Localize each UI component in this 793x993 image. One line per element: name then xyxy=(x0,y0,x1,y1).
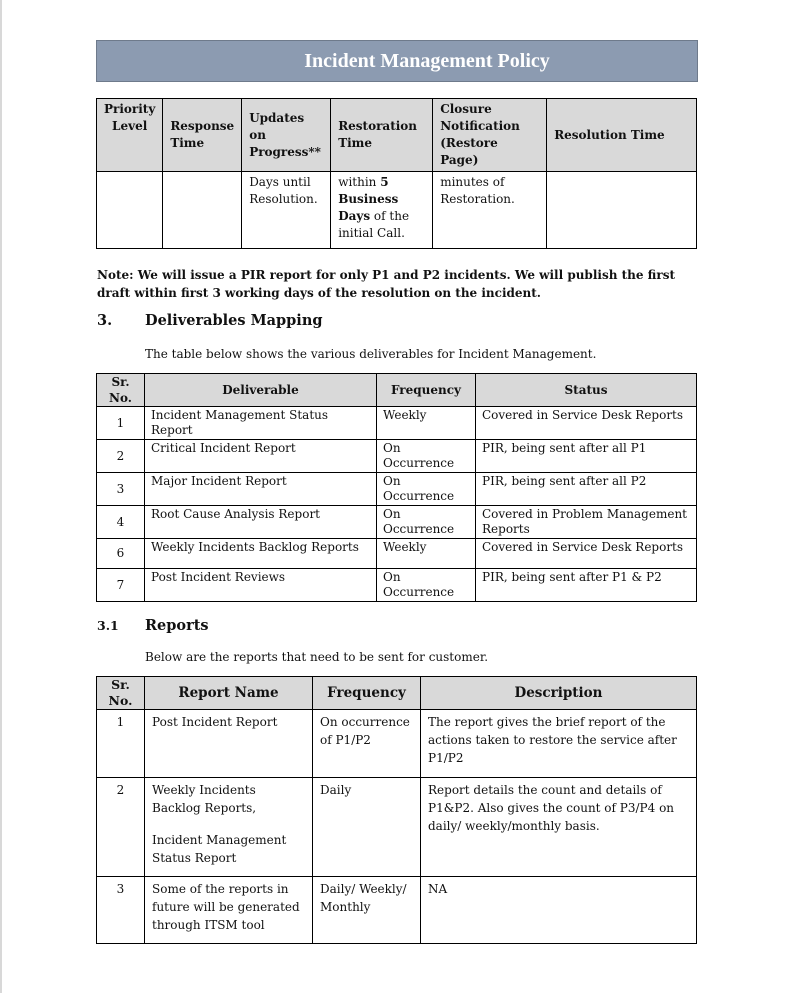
header-status: Status xyxy=(476,374,697,407)
header-sr-no: Sr. No. xyxy=(97,374,145,407)
cell-sr: 7 xyxy=(97,569,145,602)
section-title: Deliverables Mapping xyxy=(145,312,323,329)
header-frequency: Frequency xyxy=(377,374,476,407)
section-title: Reports xyxy=(145,617,209,634)
cell-priority-level xyxy=(97,172,163,249)
cell-deliverable: Critical Incident Report xyxy=(145,440,377,473)
reports-table xyxy=(96,676,697,944)
cell-sr: 3 xyxy=(97,473,145,506)
cell-report-name xyxy=(145,778,313,877)
cell-deliverable: Root Cause Analysis Report xyxy=(145,506,377,539)
section-number: 3.1 xyxy=(97,618,119,633)
header-deliverable: Deliverable xyxy=(145,374,377,407)
section-number: 3. xyxy=(97,312,113,329)
table-row xyxy=(97,440,697,473)
document-title: Incident Management Policy xyxy=(304,49,550,72)
cell-sr: 2 xyxy=(97,778,145,877)
cell-resolution-time xyxy=(547,172,697,249)
cell-frequency: Daily/ Weekly/ Monthly xyxy=(313,877,421,944)
cell-description: Report details the count and details of P1&P2. Also gives the count of P3/P4 on daily/ weekly/monthly basis. xyxy=(421,778,697,877)
table-row xyxy=(97,407,697,440)
header-description: Description xyxy=(421,677,697,710)
cell-frequency: On Occurrence xyxy=(377,440,476,473)
pir-note: Note: We will issue a PIR report for only P1 and P2 incidents. We will publish the first draft within first 3 working days of the resolution on the incident. xyxy=(97,268,676,300)
cell-description: The report gives the brief report of the actions taken to restore the service after P1/P2 xyxy=(421,710,697,778)
restoration-suffix: of the initial Call. xyxy=(338,209,410,240)
cell-restoration-time xyxy=(331,172,433,249)
section-intro: Below are the reports that need to be sent for customer. xyxy=(145,650,489,664)
cell-report-name: Post Incident Report xyxy=(145,710,313,778)
cell-deliverable: Incident Management Status Report xyxy=(145,407,377,440)
cell-status: Covered in Service Desk Reports xyxy=(476,407,697,440)
section-heading-reports xyxy=(97,617,209,634)
table-row xyxy=(97,539,697,569)
table-row xyxy=(97,710,697,778)
table-row xyxy=(97,473,697,506)
cell-frequency: On Occurrence xyxy=(377,473,476,506)
header-priority-level: Priority Level xyxy=(97,99,163,172)
cell-deliverable: Weekly Incidents Backlog Reports xyxy=(145,539,377,569)
cell-frequency: Weekly xyxy=(377,407,476,440)
cell-status: PIR, being sent after all P1 xyxy=(476,440,697,473)
report-name-line1: Weekly Incidents Backlog Reports, xyxy=(152,783,257,815)
cell-frequency: Weekly xyxy=(377,539,476,569)
header-restoration-time: Restoration Time xyxy=(331,99,433,172)
cell-status: Covered in Service Desk Reports xyxy=(476,539,697,569)
cell-response-time xyxy=(163,172,242,249)
section-heading-deliverables xyxy=(97,312,323,329)
table-header-row xyxy=(97,677,697,710)
table-header-row xyxy=(97,99,697,172)
cell-frequency: On Occurrence xyxy=(377,569,476,602)
cell-deliverable: Major Incident Report xyxy=(145,473,377,506)
cell-sr: 4 xyxy=(97,506,145,539)
section-intro: The table below shows the various deliverables for Incident Management. xyxy=(145,347,597,361)
cell-updates-on-progress: Days until Resolution. xyxy=(242,172,331,249)
header-closure-notification: Closure Notification (Restore Page) xyxy=(433,99,547,172)
cell-frequency: On occurrence of P1/P2 xyxy=(313,710,421,778)
restoration-bold: 5 Business Days xyxy=(338,175,399,223)
header-updates-on-progress: Updates on Progress** xyxy=(242,99,331,172)
cell-frequency: Daily xyxy=(313,778,421,877)
table-row xyxy=(97,877,697,944)
cell-description: NA xyxy=(421,877,697,944)
table-header-row xyxy=(97,374,697,407)
document-title-banner xyxy=(96,40,698,82)
table-row xyxy=(97,778,697,877)
table-row xyxy=(97,506,697,539)
cell-sr: 1 xyxy=(97,407,145,440)
cell-sr: 3 xyxy=(97,877,145,944)
cell-status: PIR, being sent after all P2 xyxy=(476,473,697,506)
header-resolution-time: Resolution Time xyxy=(547,99,697,172)
cell-sr: 6 xyxy=(97,539,145,569)
restoration-prefix: within xyxy=(338,175,381,189)
priority-table xyxy=(96,98,697,249)
cell-closure-notification: minutes of Restoration. xyxy=(433,172,547,249)
header-response-time: Response Time xyxy=(163,99,242,172)
page-edge xyxy=(0,0,2,993)
header-sr-no: Sr. No. xyxy=(97,677,145,710)
table-row xyxy=(97,172,697,249)
deliverables-table xyxy=(96,373,697,602)
header-frequency: Frequency xyxy=(313,677,421,710)
header-report-name: Report Name xyxy=(145,677,313,710)
cell-sr: 2 xyxy=(97,440,145,473)
cell-deliverable: Post Incident Reviews xyxy=(145,569,377,602)
cell-sr: 1 xyxy=(97,710,145,778)
cell-status: Covered in Problem Management Reports xyxy=(476,506,697,539)
cell-status: PIR, being sent after P1 & P2 xyxy=(476,569,697,602)
cell-report-name: Some of the reports in future will be generated through ITSM tool xyxy=(145,877,313,944)
table-row xyxy=(97,569,697,602)
report-name-line2: Incident Management Status Report xyxy=(152,833,287,865)
cell-frequency: On Occurrence xyxy=(377,506,476,539)
